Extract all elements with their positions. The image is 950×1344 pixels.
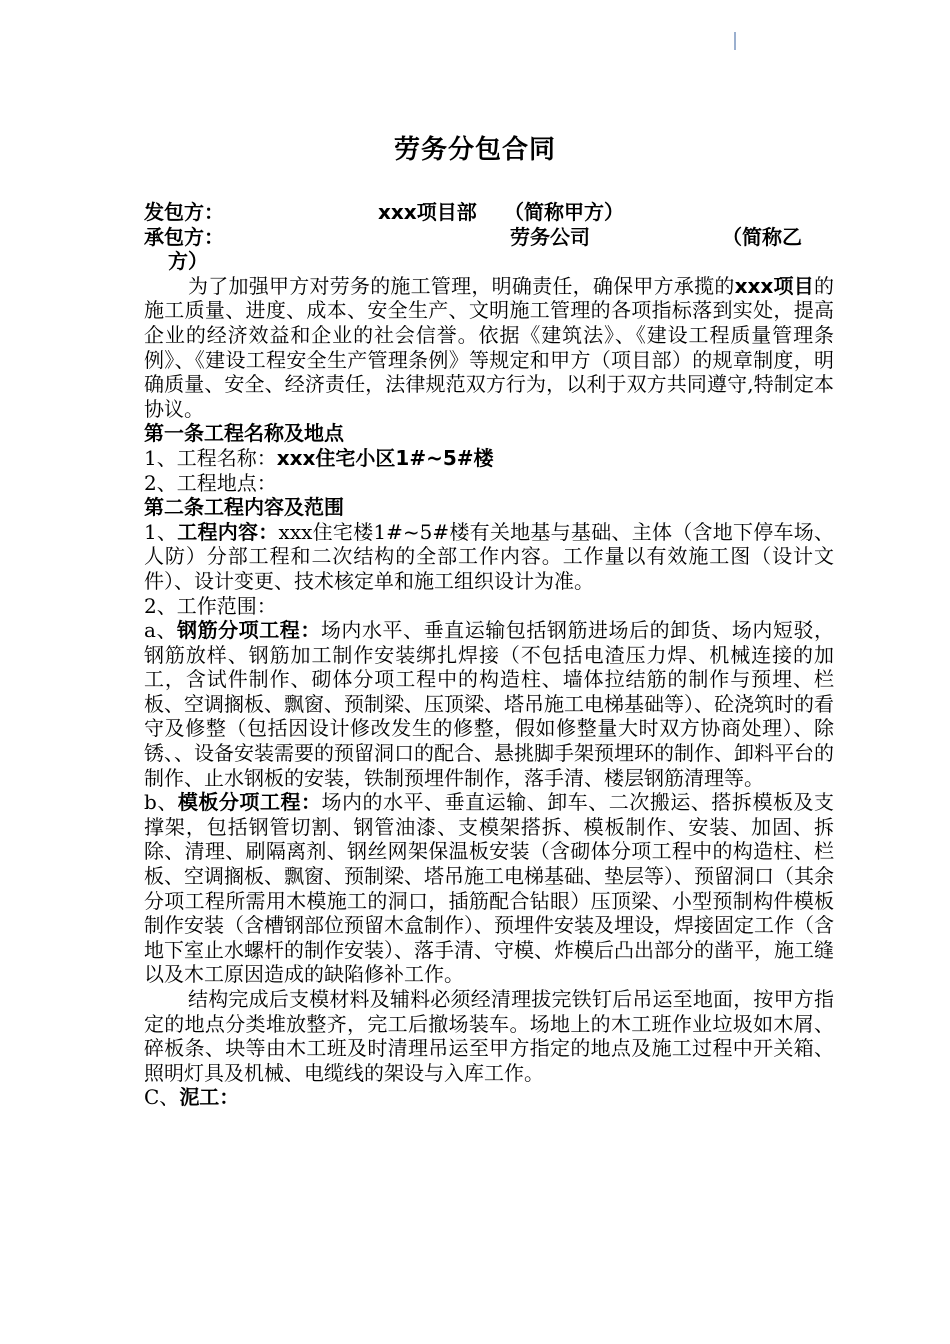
formwork-after-paragraph: 结构完成后支模材料及辅料必须经清理拔完铁钉后吊运至地面，按甲方指定的地点分类堆放整齐，完工后撤场装车。场地上的木工班作业垃圾如木屑、碎板条、块等由木工班及时清理吊运至甲方指定的地点及施工过程中开关箱、照明灯具及机械、电缆线的架设与入库工作。 xyxy=(144,987,834,1085)
project-name-line xyxy=(144,446,834,471)
intro-paragraph xyxy=(144,274,834,422)
party-b-abbr: （简称乙 xyxy=(722,224,802,249)
rebar-paragraph xyxy=(144,618,834,790)
intro-text-1: 为了加强甲方对劳务的施工管理，明确责任，确保甲方承揽的 xyxy=(188,273,735,298)
party-a-abbr: （简称甲方） xyxy=(504,200,624,224)
project-name-label: 1、工程名称： xyxy=(144,445,277,470)
work-scope-line: 2、工作范围： xyxy=(144,593,277,618)
document-body xyxy=(144,200,834,1110)
project-name-value: xxx住宅小区1#~5#楼 xyxy=(276,445,494,470)
party-a-name: xxx项目部 xyxy=(378,200,477,224)
formwork-paragraph xyxy=(144,790,834,987)
article-2-heading: 第二条工程内容及范围 xyxy=(144,495,344,520)
party-b-abbr-end: 方） xyxy=(168,249,208,274)
formwork-text: 场内的水平、垂直运输、卸车、二次搬运、搭拆模板及支撑架，包括钢管切割、钢管油漆、支模架搭拆、模板制作、安装、加固、拆除、清理、刷隔离剂、钢丝网架保温板安装（含砌体分项工程中的构造柱、栏板、空调搁板、飘窗、预制梁、塔吊施工电梯基础、垫层等）、预留洞口（其余分项工程所需用木模施工的洞口，插筋配合钻眼）压顶梁、小型预制构件模板制作安装（含槽钢部位预留木盒制作）、预埋件安装及埋设，焊接固定工作（含地下室止水螺杆的制作安装）、落手清、守模、炸模后凸出部分的凿平，施工缝以及木工原因造成的缺陷修补工作。 xyxy=(144,790,835,987)
rebar-label: 钢筋分项工程： xyxy=(177,618,321,643)
work-content-paragraph xyxy=(144,520,834,594)
project-location-line: 2、工程地点： xyxy=(144,470,277,495)
party-b-name: 劳务公司 xyxy=(510,224,590,249)
party-b-abbr-cont xyxy=(144,249,834,274)
party-a-line xyxy=(144,200,834,225)
intro-text-2: 的施工质量、进度、成本、安全生产、文明施工管理的各项指标落到实处，提高企业的经济效益和企业的社会信誉。依据《建筑法》、《建设工程质量管理条例》、《建设工程安全生产管理条例》等规定和甲方（项目部）的规章制度，明确质量、安全、经济责任，法律规范双方行为，以利于双方共同遵守,特制定本协议。 xyxy=(144,273,835,421)
work-content-text: xxx住宅楼1#~5#楼有关地基与基础、主体（含地下停车场、人防）分部工程和二次结构的全部工作内容。工作量以有效施工图（设计文件）、设计变更、技术核定单和施工组织设计为准。 xyxy=(144,519,835,593)
party-b-label: 承包方： xyxy=(144,224,224,249)
article-1-heading: 第一条工程名称及地点 xyxy=(144,421,344,446)
rebar-prefix: a、 xyxy=(144,618,178,643)
masonry-prefix: C、 xyxy=(144,1085,180,1110)
work-content-num: 1、 xyxy=(144,519,178,544)
party-a-label: 发包方： xyxy=(144,200,224,224)
formwork-prefix: b、 xyxy=(144,790,178,815)
text-cursor xyxy=(734,32,736,50)
formwork-label: 模板分项工程： xyxy=(177,790,322,815)
page-title: 劳务分包合同 xyxy=(393,135,556,165)
masonry-line xyxy=(144,1085,834,1110)
party-b-line xyxy=(144,225,834,250)
rebar-text: 场内水平、垂直运输包括钢筋进场后的卸货、场内短驳，钢筋放样、钢筋加工制作安装绑扎焊接（不包括电渣压力焊、机械连接的加工，含试件制作、砌体分项工程中的构造柱、墙体拉结筋的制作与预埋、栏板、空调搁板、飘窗、预制梁、压顶梁、塔吊施工电梯基础等）、砼浇筑时的看守及修整（包括因设计修改发生的修整，假如修整量大时双方协商处理）、除锈、、设备安装需要的预留洞口的配合、悬挑脚手架预埋环的制作、卸料平台的制作、止水钢板的安装，铁制预埋件制作，落手清、楼层钢筋清理等。 xyxy=(144,618,835,790)
intro-project: xxx项目 xyxy=(734,273,815,298)
work-content-label: 工程内容： xyxy=(177,519,279,544)
masonry-label: 泥工： xyxy=(179,1085,240,1110)
